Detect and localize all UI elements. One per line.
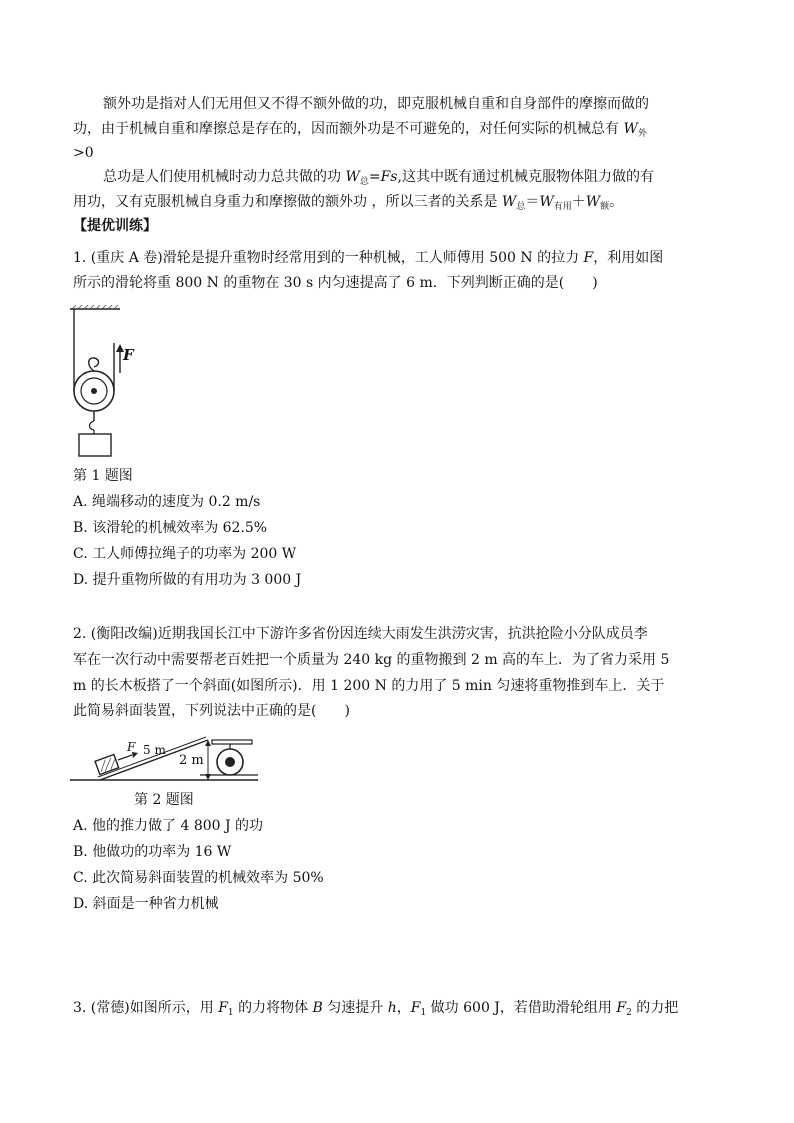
intro-p1-line3: >0 xyxy=(73,145,94,161)
q1-line2: 所示的滑轮将重 800 N 的重物在 30 s 内匀速提高了 6 m．下列判断正确的是( ) xyxy=(73,275,598,291)
intro-p2-line2: 用功，又有克服机械自身重力和摩擦做的额外功 ，所以三者的关系是 $W_总=W_{有用}+W_额$。 xyxy=(73,194,624,212)
q1-option-d: D. 提升重物所做的有用功为 3 000 J xyxy=(73,572,302,588)
pulley-figure xyxy=(64,303,154,458)
q1-figure-label-F: F xyxy=(123,346,134,364)
q2-option-c: C. 此次简易斜面装置的机械效率为 50% xyxy=(73,870,324,886)
q1-caption: 第 1 题图 xyxy=(73,468,133,484)
q2-line3: m 的长木板搭了一个斜面(如图所示)．用 1 200 N 的力用了 5 min 匀速将重物推到车上．关于 xyxy=(73,678,665,694)
intro-p1-line1: 额外功是指对人们无用但又不得不额外做的功，即克服机械自重和自身部件的摩擦而做的 xyxy=(103,96,649,112)
q2-figure-label-length: 5 m xyxy=(143,743,166,757)
q2-figure-label-height: 2 m xyxy=(179,753,204,768)
q2-figure-label-F: F xyxy=(127,740,136,754)
section-title: 【提优训练】 xyxy=(73,218,157,234)
q1-option-a: A. 绳端移动的速度为 0.2 m/s xyxy=(73,494,261,510)
q1-line1: 1. (重庆 A 卷)滑轮是提升重物时经常用到的一种机械，工人师傅用 500 N 的拉力 F，利用如图 xyxy=(73,250,664,266)
q1-option-c: C. 工人师傅拉绳子的功率为 200 W xyxy=(73,546,297,562)
q2-option-d: D. 斜面是一种省力机械 xyxy=(73,896,219,912)
q2-line1: 2. (衡阳改编)近期我国长江中下游许多省份因连续大雨发生洪涝灾害，抗洪抢险小分队成员李 xyxy=(73,626,648,642)
q2-line2: 军在一次行动中需要帮老百姓把一个质量为 240 kg 的重物搬到 2 m 高的车上．为了省力采用 5 xyxy=(73,652,670,668)
q2-option-a: A. 他的推力做了 4 800 J 的功 xyxy=(73,818,264,834)
q1-option-b: B. 该滑轮的机械效率为 62.5% xyxy=(73,520,268,536)
q2-caption: 第 2 题图 xyxy=(134,792,194,808)
q3-line1: 3. (常德)如图所示，用 $F_1$ 的力将物体 B 匀速提升 h，$F_1$ 做功 600 J，若借助滑轮组用 $F_2$ 的力把 xyxy=(73,1000,679,1018)
intro-p2-line1: 总功是人们使用机械时动力总共做的功 $W_总=Fs$,这其中既有通过机械克服物体阻力做的有 xyxy=(103,169,654,187)
q2-option-b: B. 他做功的功率为 16 W xyxy=(73,844,232,860)
intro-p1-line2: 功，由于机械自重和摩擦总是存在的，因而额外功是不可避免的，对任何实际的机械总有 $W_外$ xyxy=(73,121,647,139)
q2-line4: 此简易斜面装置，下列说法中正确的是( ) xyxy=(73,703,350,719)
